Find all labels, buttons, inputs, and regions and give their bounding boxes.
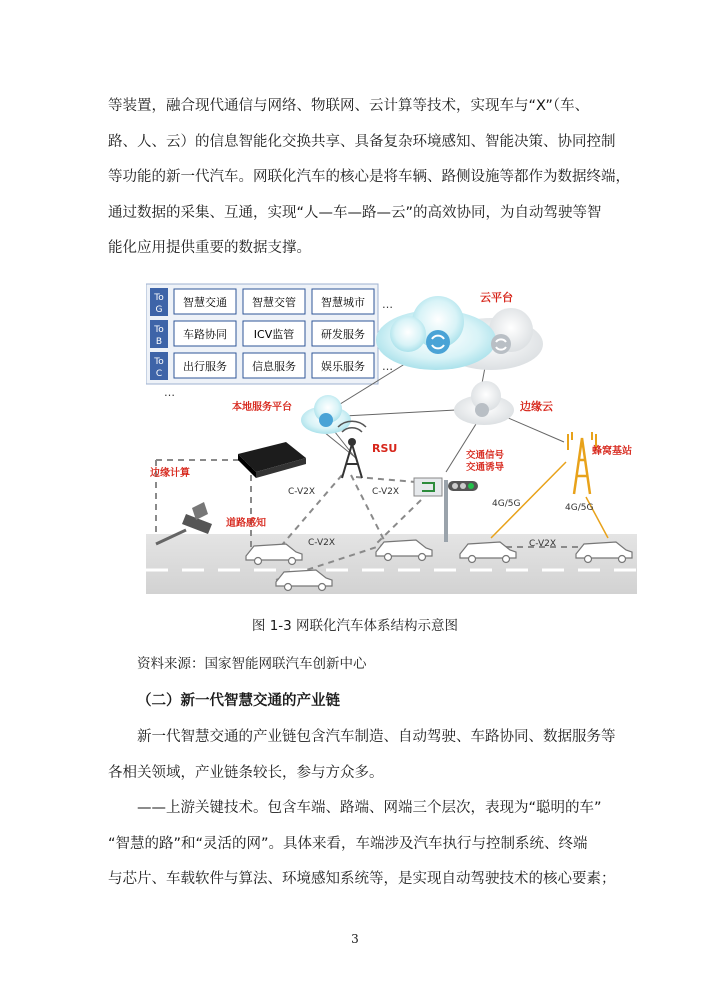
cell-tower-icon [568, 432, 596, 494]
edge-computing-device-icon [238, 442, 306, 478]
text-line: 新一代智慧交通的产业链包含汽车制造、自动驾驶、车路协同、数据服务等 [137, 729, 616, 745]
figure-source: 资料来源：国家智能网联汽车创新中心 [137, 656, 367, 672]
label-traffic-signal: 交通信号 [466, 450, 505, 461]
text-line: 等装置，融合现代通信与网络、物联网、云计算等技术，实现车与“X”（车、 [108, 98, 590, 114]
service-label: 智慧城市 [321, 296, 365, 309]
service-label: 信息服务 [252, 360, 296, 373]
text-line: 各相关领域，产业链条较长，参与方众多。 [108, 764, 384, 781]
local-cloud-icon [301, 395, 351, 434]
label-edge-cloud: 边缘云 [520, 400, 553, 413]
text-line: 能化应用提供重要的数据支撑。 [108, 240, 311, 256]
service-row-tog [150, 288, 374, 316]
service-row-tob [150, 320, 374, 348]
more-ellipsis: … [382, 360, 393, 373]
label-cell-station: 蜂窝基站 [592, 446, 632, 457]
label-cv2x: C-V2X [529, 539, 557, 549]
more-ellipsis: … [382, 298, 393, 311]
paragraph-1 [108, 89, 630, 267]
label-traffic-guidance: 交通诱导 [466, 462, 505, 473]
figure-caption: 图 1-3 网联化汽车体系结构示意图 [251, 618, 459, 634]
service-label: 出行服务 [183, 360, 227, 373]
text-line: “智慧的路”和“灵活的网”。具体来看，车端涉及汽车执行与控制系统、终端 [108, 835, 588, 852]
label-edge-computing: 边缘计算 [150, 468, 190, 479]
service-row-toc [150, 352, 374, 380]
row-tag-text: To [154, 357, 164, 367]
label-rsu: RSU [372, 442, 398, 455]
label-local-service-platform: 本地服务平台 [232, 402, 292, 413]
label-road-sensing: 道路感知 [226, 518, 266, 529]
section-heading: （二）新一代智慧交通的产业链 [137, 693, 340, 709]
architecture-diagram [146, 282, 637, 594]
service-label: ICV监管 [253, 328, 295, 341]
text-line: ——上游关键技术。包含车端、路端、网端三个层次，表现为“聪明的车” [137, 800, 602, 816]
service-label: 娱乐服务 [321, 360, 365, 373]
row-tag-text: B [155, 337, 163, 347]
more-ellipsis: … [164, 386, 175, 399]
label-cv2x: C-V2X [372, 487, 400, 497]
text-line: 路、人、云）的信息智能化交换共享、具备复杂环境感知、智能决策、协同控制 [108, 133, 616, 150]
service-label: 智慧交管 [252, 296, 296, 309]
row-tag-text: To [154, 325, 164, 335]
service-label: 智慧交通 [183, 296, 227, 309]
text-line: 等功能的新一代汽车。网联化汽车的核心是将车辆、路侧设施等都作为数据终端， [108, 169, 630, 185]
traffic-signal-icon [414, 478, 478, 542]
service-label: 研发服务 [321, 328, 365, 341]
service-label: 车路协同 [183, 328, 227, 341]
architecture-figure [146, 282, 637, 594]
label-cv2x: C-V2X [288, 487, 316, 497]
cloud-platform-icon [376, 296, 543, 370]
edge-cloud-icon [454, 381, 514, 425]
label-network: 4G/5G [492, 499, 521, 509]
paragraph-2 [108, 720, 616, 791]
text-line: 通过数据的采集、互通，实现“人—车—路—云”的高效协同，为自动驾驶等智 [108, 204, 602, 221]
row-tag-text: To [154, 293, 164, 303]
text-line: 与芯片、车载软件与算法、环境感知系统等，是实现自动驾驶技术的核心要素； [108, 871, 616, 887]
row-tag-text: G [155, 305, 163, 315]
page-number: 3 [351, 932, 359, 946]
label-cloud-platform: 云平台 [480, 291, 513, 304]
paragraph-3 [108, 791, 616, 898]
label-cv2x: C-V2X [308, 538, 336, 548]
label-network: 4G/5G [565, 503, 594, 513]
row-tag-text: C [155, 369, 163, 379]
